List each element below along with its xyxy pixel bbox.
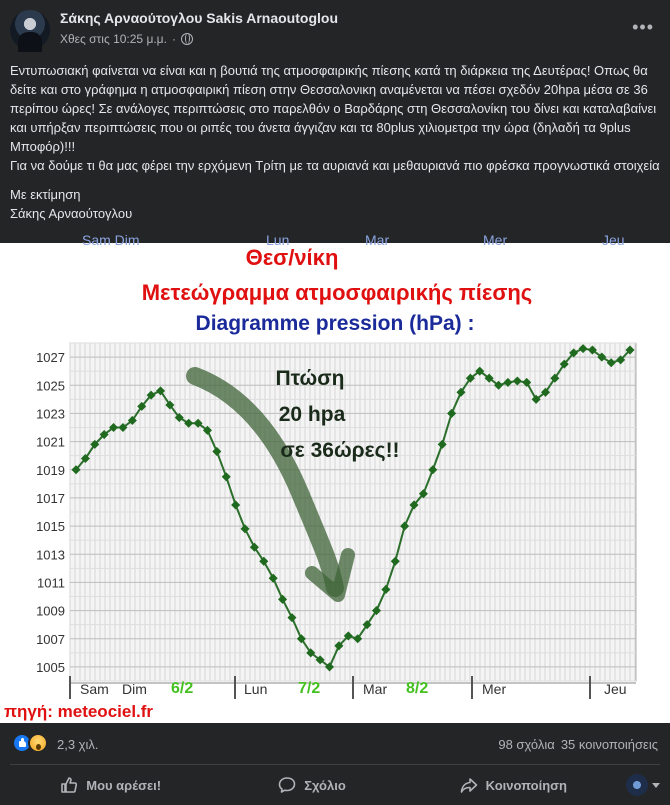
top-day-labels <box>82 232 625 248</box>
city-title: Θεσ/νίκη <box>245 245 339 270</box>
x-date-label: 7/2 <box>298 680 321 697</box>
profile-avatar <box>626 774 648 796</box>
y-tick-label: 1025 <box>36 378 65 394</box>
comment-label: Σχόλιο <box>304 777 346 793</box>
reaction-profile-selector[interactable] <box>614 774 660 796</box>
author-name[interactable]: Σάκης Αρναούτογλου Sakis Arnaoutoglou <box>60 10 338 26</box>
post-paragraph: Εντυπωσιακή φαίνεται να είναι και η βουτιά της ατμοσφαιρικής πίεσης κατά τη διάρκεια της Δευτέρας! Οπως θα δείτε και στο γράφημα η ατμοσφαιρική πίεση στην Θεσσαλονικη αναμένεται να πέσει σχεδόν 20hpa μέσα σε 36 περίπου ώρες! Σε ανάλογες περιπτώσεις στο παρελθόν ο Βαρδάρης στη Θεσσαλονίκη του δίνει και καταλαβαίνει και υπήρξαν περιπτώσεις που οι ριπές του άνετα άγγιζαν και τα 80plus χιλιομετρα την ώρα (δηλαδή τα 9plus Μποφόρ)!!! <box>10 63 657 154</box>
y-tick-label: 1005 <box>36 659 65 675</box>
y-tick-label: 1019 <box>36 462 65 478</box>
annotation-line: Πτώση <box>275 367 345 390</box>
chart-title-french: Diagramme pression (hPa) : <box>195 312 475 335</box>
y-tick-label: 1023 <box>36 406 65 422</box>
y-tick-label: 1021 <box>36 434 65 450</box>
top-day-label: Lun <box>266 232 290 248</box>
x-date-label: 6/2 <box>171 680 194 697</box>
y-tick-label: 1009 <box>36 603 65 619</box>
y-tick-label: 1017 <box>36 490 65 506</box>
annotation-line: σε 36ώρες!! <box>280 439 400 462</box>
comments-count[interactable]: 98 σχόλια <box>498 737 555 752</box>
post-text <box>10 61 662 223</box>
y-tick-label: 1027 <box>36 350 65 366</box>
y-tick-label: 1007 <box>36 631 65 647</box>
x-day-label: Mer <box>482 681 507 697</box>
more-options-icon[interactable]: ••• <box>632 17 654 37</box>
post-image[interactable] <box>0 232 670 723</box>
signature-line: Σάκης Αρναούτογλου <box>10 206 133 221</box>
pressure-chart <box>0 232 670 723</box>
top-day-label: Mar <box>365 232 390 248</box>
y-tick-label: 1011 <box>37 575 65 591</box>
post-paragraph: Για να δούμε τι θα μας φέρει την ερχόμενη Τρίτη με τα αυριανά και μεθαυριανά πιο φρέσκα προγνωστικά στοιχεία <box>10 158 660 173</box>
author-avatar[interactable] <box>10 10 50 50</box>
chevron-down-icon <box>652 783 660 788</box>
y-tick-label: 1013 <box>36 547 65 563</box>
annotation-line: 20 hpa <box>278 403 346 426</box>
share-label: Κοινοποίηση <box>485 777 567 793</box>
top-day-label: Sam Dim <box>82 232 140 248</box>
chart-title-greek: Μετεώγραμμα ατμοσφαιρικής πίεσης <box>141 280 533 305</box>
share-button[interactable] <box>413 769 614 801</box>
meta-separator: · <box>171 32 176 46</box>
x-date-label: 8/2 <box>406 680 429 697</box>
like-button[interactable] <box>10 769 211 801</box>
y-axis <box>36 350 65 675</box>
x-day-label: Sam <box>80 681 109 697</box>
comment-button[interactable] <box>211 769 412 801</box>
reaction-count[interactable]: 2,3 χιλ. <box>57 737 99 752</box>
post-header <box>0 0 670 60</box>
shares-count[interactable]: 35 κοινοποιήσεις <box>560 737 658 752</box>
top-day-label: Jeu <box>602 232 625 248</box>
post-stats <box>498 737 658 752</box>
post-time[interactable]: Χθες στις 10:25 μ.μ. <box>60 32 167 46</box>
x-day-label: Mar <box>363 681 388 697</box>
thumbs-up-icon <box>60 776 78 794</box>
comment-icon <box>278 776 296 794</box>
like-label: Μου αρέσει! <box>86 777 162 793</box>
source-label: πηγή: meteociel.fr <box>4 702 154 721</box>
wow-icon <box>28 733 48 753</box>
signature-line: Με εκτίμηση <box>10 187 81 202</box>
action-bar <box>10 764 660 805</box>
x-day-label: Lun <box>244 681 268 697</box>
post-meta <box>60 32 193 46</box>
share-icon <box>460 776 478 794</box>
x-day-label: Dim <box>122 681 147 697</box>
reactions-bar <box>0 722 670 764</box>
top-day-label: Mer <box>483 232 508 248</box>
x-day-label: Jeu <box>604 681 627 697</box>
globe-icon <box>181 33 193 45</box>
reaction-icons[interactable] <box>12 733 52 753</box>
y-tick-label: 1015 <box>36 519 65 535</box>
